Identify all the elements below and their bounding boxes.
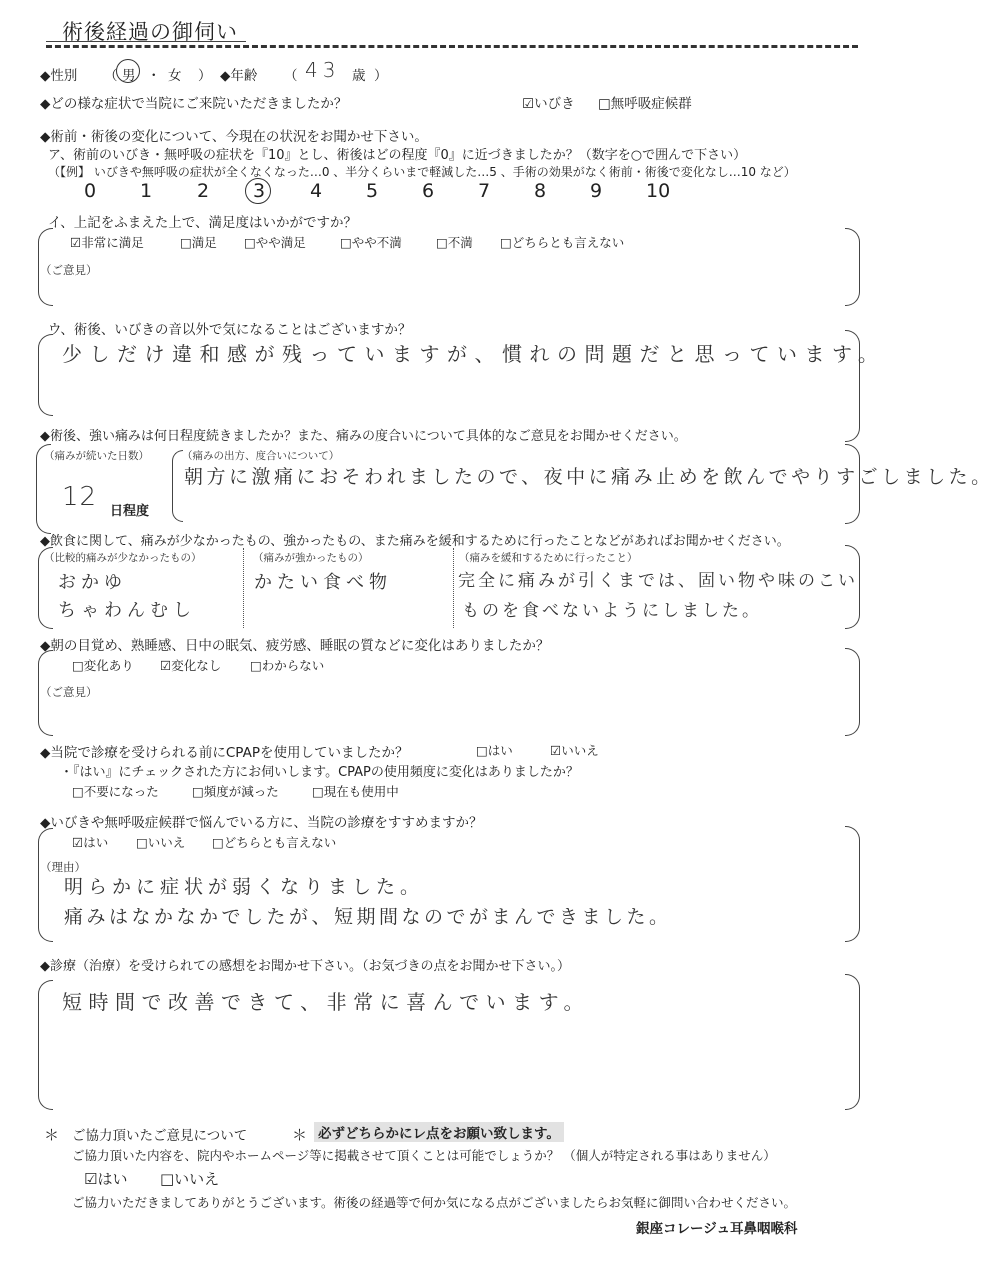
satisfaction-option-somewhat-satisfied[interactable]: □やや満足	[244, 235, 306, 250]
scale-8[interactable]: 8	[534, 180, 547, 202]
recommend-bracket-left	[38, 828, 53, 942]
food-less-answer-2[interactable]: ちゃわんむし	[58, 600, 196, 621]
satisfaction-option-neutral[interactable]: □どちらとも言えない	[500, 235, 625, 250]
footer-must-check: 必ずどちらかにレ点をお願い致します。	[314, 1122, 564, 1142]
recommend-option-yes[interactable]: ☑はい	[72, 835, 109, 850]
scale-10[interactable]: 10	[646, 180, 671, 202]
scale-9[interactable]: 9	[590, 180, 603, 202]
footer-star-1: ＊	[44, 1126, 60, 1144]
other-answer[interactable]: 少しだけ違和感が残っていますが、慣れの問題だと思っています。	[62, 342, 886, 366]
impression-bracket-left	[38, 980, 53, 1110]
scale-4[interactable]: 4	[310, 180, 323, 202]
recommend-option-neutral[interactable]: □どちらとも言えない	[212, 835, 337, 850]
page-title: 術後経過の御伺い	[62, 20, 238, 44]
food-relief-answer-1[interactable]: 完全に痛みが引くまでは、固い物や味のこい	[458, 571, 858, 591]
impression-bracket-right	[845, 974, 860, 1110]
food-less-label: （比較的痛みが少なかったもの）	[44, 552, 202, 564]
cpap-option-yes[interactable]: □はい	[476, 743, 513, 758]
footer-cooperation-label: ご協力頂いたご意見について	[72, 1128, 248, 1144]
recommend-question: ◆いびきや無呼吸症候群で悩んでいる方に、当院の診療をすすめますか？	[40, 815, 483, 831]
sleep-option-unknown[interactable]: □わからない	[250, 658, 325, 673]
food-question: ◆飲食に関して、痛みが少なかったもの、強かったもの、また痛みを緩和するために行ったことなどがあればお聞かせください。	[40, 534, 790, 549]
satisfaction-question: イ、上記をふまえた上で、満足度はいかがですか？	[48, 215, 358, 231]
recommend-reason-label: （理由）	[40, 860, 86, 874]
age-open: （	[284, 68, 298, 84]
scale-1[interactable]: 1	[140, 180, 153, 202]
cpap-option-reduced[interactable]: □頻度が減った	[192, 784, 279, 799]
food-strong-answer[interactable]: かたい食べ物	[254, 572, 392, 593]
recommend-reason-2[interactable]: 痛みはなかなかでしたが、短期間なのでがまんできました。	[64, 906, 672, 928]
age-unit: 歳	[352, 68, 366, 84]
pain-question: ◆術後、強い痛みは何日程度続きましたか？また、痛みの度合いについて具体的なご意見をお聞かせください。	[40, 429, 687, 444]
food-less-answer-1[interactable]: おかゆ	[58, 572, 127, 593]
satisfaction-option-satisfied[interactable]: □満足	[180, 235, 217, 250]
pain-days-label: （痛みが続いた日数）	[44, 450, 149, 462]
gender-label: ◆性別	[40, 68, 78, 84]
gender-male-circle	[116, 59, 140, 83]
gender-female[interactable]: 女	[168, 68, 182, 84]
scale-0[interactable]: 0	[84, 180, 97, 202]
pain-detail-answer[interactable]: 朝方に激痛におそわれましたので、夜中に痛み止めを飲んでやりすごしました。	[184, 466, 994, 488]
age-close: ）	[374, 68, 388, 84]
scale-selected-circle	[245, 178, 271, 204]
food-divider-1	[243, 548, 244, 628]
footer-publish-yes[interactable]: ☑はい	[84, 1170, 128, 1188]
sleep-opinion-label: （ご意見）	[40, 685, 98, 699]
symptom-question: ◆どの様な症状で当院にご来院いただきましたか？	[40, 96, 348, 112]
satisfaction-option-very-satisfied[interactable]: ☑非常に満足	[70, 235, 144, 250]
satisfaction-bracket-right	[845, 228, 860, 306]
recommend-option-no[interactable]: □いいえ	[136, 835, 186, 850]
food-relief-answer-2[interactable]: ものを食べないようにしました。	[462, 601, 762, 621]
change-example: （【例】 いびきや無呼吸の症状が全くなくなった…0 、半分くらいまで軽減した…5 、手術の効果がなく術前・術後で変化なし…10 など）	[48, 165, 796, 179]
cpap-option-no[interactable]: ☑いいえ	[550, 743, 599, 758]
other-question: ウ、術後、いびきの音以外で気になることはございますか？	[48, 322, 412, 338]
symptom-option-apnea[interactable]: □無呼吸症候群	[598, 96, 692, 112]
satisfaction-option-dissatisfied[interactable]: □不満	[436, 235, 473, 250]
gender-open: （	[104, 68, 118, 84]
age-value[interactable]: 43	[305, 58, 341, 82]
scale-7[interactable]: 7	[478, 180, 491, 202]
scale-3[interactable]: 3	[253, 180, 266, 202]
cpap-option-not-needed[interactable]: □不要になった	[72, 784, 159, 799]
satisfaction-opinion-label: （ご意見）	[40, 263, 98, 277]
change-sub-a: ア、術前のいびき・無呼吸の症状を『10』とし、術後はどの程度『0』に近づきましたか？（数字を○で囲んで下さい）	[48, 148, 747, 163]
pain-days-unit: 日程度	[110, 504, 150, 519]
cpap-option-still-using[interactable]: □現在も使用中	[312, 784, 399, 799]
footer-star-2: ＊	[292, 1126, 308, 1144]
gender-sep: ・	[147, 68, 161, 84]
scale-5[interactable]: 5	[366, 180, 379, 202]
footer-thanks: ご協力いただきましてありがとうございます。術後の経過等で何か気になる点がございましたらお気軽に御問い合わせください。	[72, 1195, 797, 1210]
pain-detail-label: （痛みの出方、度合いについて）	[182, 450, 340, 462]
scale-6[interactable]: 6	[422, 180, 435, 202]
clinic-name: 銀座コレージュ耳鼻咽喉科	[636, 1221, 798, 1237]
cpap-sub-question: ・『はい』にチェックされた方にお伺いします。CPAPの使用頻度に変化はありましたか？	[60, 765, 579, 780]
title-underline	[46, 41, 246, 42]
title-dashed-divider	[46, 45, 858, 48]
gender-male[interactable]: 男	[122, 68, 136, 84]
footer-publish-question: ご協力頂いた内容を、院内やホームページ等に掲載させて頂くことは可能でしょうか？ （個人が特定される事はありません）	[72, 1148, 776, 1163]
food-relief-label: （痛みを緩和するために行ったこと）	[459, 552, 638, 564]
recommend-reason-1[interactable]: 明らかに症状が弱くなりました。	[64, 876, 425, 898]
pain-days-value[interactable]: 12	[62, 482, 98, 512]
gender-close: ）	[198, 68, 212, 84]
satisfaction-option-somewhat-dissatisfied[interactable]: □やや不満	[340, 235, 402, 250]
footer-publish-no[interactable]: □いいえ	[160, 1170, 220, 1188]
symptom-option-snoring[interactable]: ☑いびき	[522, 96, 575, 112]
cpap-question: ◆当院で診療を受けられる前にCPAPを使用していましたか？	[40, 745, 409, 761]
sleep-option-no-change[interactable]: ☑変化なし	[160, 658, 222, 673]
other-bracket-left	[38, 334, 53, 416]
impression-question: ◆診療（治療）を受けられての感想をお聞かせ下さい。（お気づきの点をお聞かせ下さい。）	[40, 959, 570, 974]
food-strong-label: （痛みが強かったもの）	[253, 552, 369, 564]
scale-2[interactable]: 2	[197, 180, 210, 202]
sleep-question: ◆朝の目覚め、熟睡感、日中の眠気、疲労感、睡眠の質などに変化はありましたか？	[40, 638, 550, 654]
sleep-option-changed[interactable]: □変化あり	[72, 658, 134, 673]
change-question: ◆術前・術後の変化について、今現在の状況をお聞かせ下さい。	[40, 129, 428, 145]
age-label: ◆年齢	[220, 68, 258, 84]
impression-answer[interactable]: 短時間で改善できて、非常に喜んでいます。	[62, 990, 590, 1014]
food-divider-2	[453, 548, 454, 628]
recommend-bracket-right	[845, 826, 860, 942]
sleep-bracket-right	[845, 648, 860, 736]
